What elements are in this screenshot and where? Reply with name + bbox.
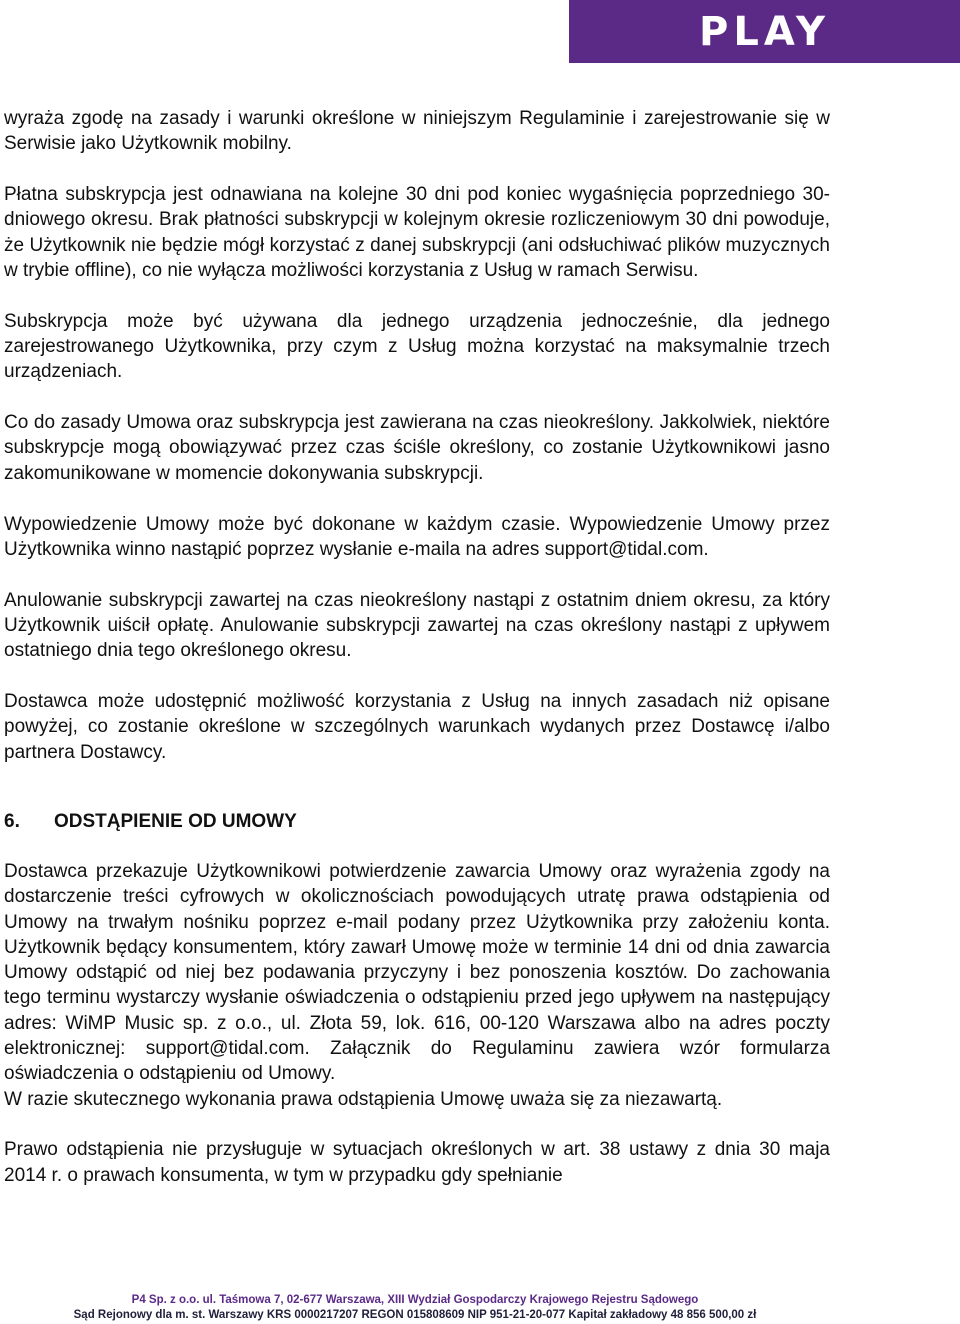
paragraph: wyraża zgodę na zasady i warunki określone w niniejszym Regulaminie i zarejestrowanie się w Serwisie jako Użytkownik mobilny. [4, 108, 830, 155]
logo-text: PLAY [699, 8, 830, 55]
paragraph: Anulowanie subskrypcji zawartej na czas nieokreślony nastąpi z ostatnim dniem okresu, za który Użytkownik uiścił opłatę. Anulowanie subskrypcji zawartej na czas określony nastąpi z upływem ostatniego dnia tego określonego okresu. [4, 589, 830, 662]
paragraph: Wypowiedzenie Umowy może być dokonane w każdym czasie. Wypowiedzenie Umowy przez Użytkownika winno nastąpić poprzez wysłanie e-maila na adres support@tidal.com. [4, 513, 830, 560]
paragraph: Co do zasady Umowa oraz subskrypcja jest zawierana na czas nieokreślony. Jakkolwiek, niektóre subskrypcje mogą obowiązywać przez czas ściśle określony, co zostanie Użytkownikowi jasno zakomunikowane w momencie dokonywania subskrypcji. [4, 412, 830, 484]
footer-line-2: Sąd Rejonowy dla m. st. Warszawy KRS 0000217207 REGON 015808609 NIP 951-21-20-077 Kapitał zakładowy 48 856 500,00 zł [73, 1309, 757, 1321]
play-logo [569, 0, 960, 63]
document-body [4, 106, 830, 1214]
section-number: 6. [4, 810, 20, 832]
paragraph: Dostawca może udostępnić możliwość korzystania z Usług na innych zasadach niż opisane powyżej, co zostanie określone w szczególnych warunkach wydanych przez Dostawcę i/albo partnera Dostawcy. [4, 691, 830, 763]
paragraph: Prawo odstąpienia nie przysługuje w sytuacjach określonych w art. 38 ustawy z dnia 30 maja 2014 r. o prawach konsumenta, w tym w przypadku gdy spełnianie [4, 1139, 830, 1186]
section-heading [4, 809, 830, 834]
footer-line-1: P4 Sp. z o.o. ul. Taśmowa 7, 02-677 Warszawa, XIII Wydział Gospodarczy Krajowego Rejestru Sądowego [131, 1294, 699, 1306]
paragraph: Dostawca przekazuje Użytkownikowi potwierdzenie zawarcia Umowy oraz wyrażenia zgody na dostarczenie treści cyfrowych w okolicznościach powodujących utratę prawa odstąpienia od Umowy na trwałym nośniku poprzez e-mail podany przez Użytkownika przy założeniu konta. Użytkownik będący konsumentem, który zawarł Umowę może w terminie 14 dni od dnia zawarcia Umowy odstąpić od niej bez podawania przyczyny i bez ponoszenia kosztów. Do zachowania tego terminu wystarczy wysłanie oświadczenia o odstąpieniu przed jego upływem na następujący adres: WiMP Music sp. z o.o., ul. Złota 59, lok. 616, 00-120 Warszawa albo na adres poczty elektronicznej: support@tidal.com. Załącznik do Regulaminu zawiera wzór formularza oświadczenia o odstąpieniu od Umowy. [4, 860, 830, 1085]
section-title: ODSTĄPIENIE OD UMOWY [54, 810, 297, 832]
paragraph: W razie skutecznego wykonania prawa odstąpienia Umowę uważa się za niezawartą. [4, 1088, 723, 1110]
paragraph: Płatna subskrypcja jest odnawiana na kolejne 30 dni pod koniec wygaśnięcia poprzedniego 30-dniowego okresu. Brak płatności subskrypcji w kolejnym okresie rozliczeniowym 30 dni powoduje, że Użytkownik nie będzie mógł korzystać z danej subskrypcji (ani odsłuchiwać plików muzycznych w trybie offline), co nie wyłącza możliwości korzystania z Usług w ramach Serwisu. [4, 184, 830, 281]
page-footer [0, 1293, 830, 1323]
paragraph: Subskrypcja może być używana dla jednego urządzenia jednocześnie, dla jednego zarejestrowanego Użytkownika, przy czym z Usług można korzystać na maksymalnie trzech urządzeniach. [4, 310, 830, 383]
